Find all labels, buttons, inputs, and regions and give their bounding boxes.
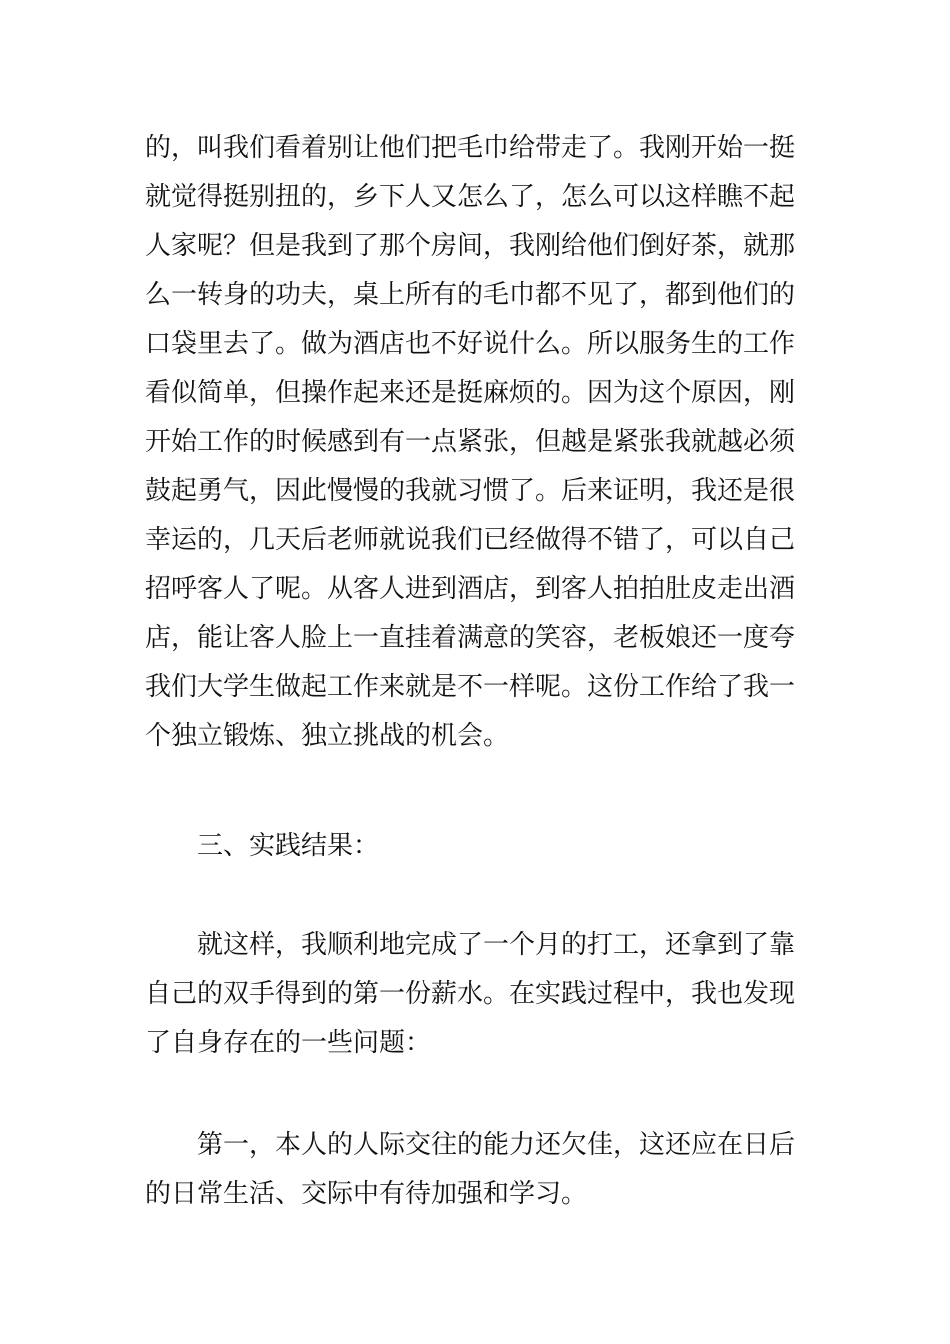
text-line: 口袋里去了。做为酒店也不好说什么。所以服务生的工作 bbox=[145, 329, 796, 359]
text-line: 鼓起勇气，因此慢慢的我就习惯了。后来证明，我还是很 bbox=[145, 476, 796, 506]
text-line: 我们大学生做起工作来就是不一样呢。这份工作给了我一 bbox=[145, 672, 796, 702]
text-line: 了自身存在的一些问题： bbox=[145, 1028, 432, 1058]
text-line: 就这样，我顺利地完成了一个月的打工，还拿到了靠 bbox=[197, 930, 796, 960]
text-line: 的日常生活、交际中有待加强和学习。 bbox=[145, 1179, 588, 1209]
paragraph-results bbox=[145, 921, 807, 1068]
text-line: 自己的双手得到的第一份薪水。在实践过程中，我也发现 bbox=[145, 979, 796, 1009]
text-line: 个独立锻炼、独立挑战的机会。 bbox=[145, 721, 510, 751]
text-line: 看似简单，但操作起来还是挺麻烦的。因为这个原因，刚 bbox=[145, 378, 796, 408]
text-line: 的，叫我们看着别让他们把毛巾给带走了。我刚开始一挺 bbox=[145, 133, 796, 163]
text-line: 开始工作的时候感到有一点紧张，但越是紧张我就越必须 bbox=[145, 427, 796, 457]
text-line: 店，能让客人脸上一直挂着满意的笑容，老板娘还一度夸 bbox=[145, 623, 796, 653]
paragraph-first-point bbox=[145, 1121, 807, 1219]
text-line: 幸运的，几天后老师就说我们已经做得不错了，可以自己 bbox=[145, 525, 796, 555]
section-heading bbox=[197, 822, 859, 871]
text-line: 人家呢？但是我到了那个房间，我刚给他们倒好茶，就那 bbox=[145, 231, 796, 261]
text-line: 就觉得挺别扭的，乡下人又怎么了，怎么可以这样瞧不起 bbox=[145, 182, 796, 212]
heading-text: 三、实践结果： bbox=[197, 831, 380, 861]
text-line: 第一，本人的人际交往的能力还欠佳，这还应在日后 bbox=[197, 1130, 796, 1160]
text-line: 么一转身的功夫，桌上所有的毛巾都不见了，都到他们的 bbox=[145, 280, 796, 310]
text-line: 招呼客人了呢。从客人进到酒店，到客人拍拍肚皮走出酒 bbox=[145, 574, 796, 604]
paragraph-continuation bbox=[145, 124, 807, 761]
